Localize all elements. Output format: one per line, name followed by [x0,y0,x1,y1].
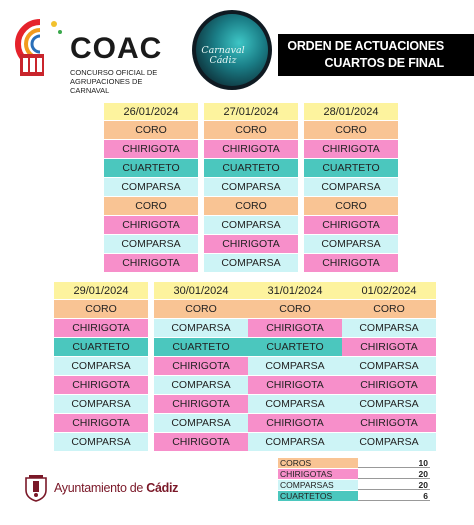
performance-slot: CORO [342,300,436,319]
performance-slot: COMPARSA [104,235,198,254]
performance-slot: CHIRIGOTA [204,140,298,159]
performance-slot: COMPARSA [204,254,298,273]
performance-slot: CHIRIGOTA [342,414,436,433]
badge-text-line1: Carnaval [201,45,245,56]
coac-wordmark: COAC [70,32,163,65]
coac-subtitle: CONCURSO OFICIAL DE AGRUPACIONES DE CARNAVAL [70,68,158,95]
performance-slot: CHIRIGOTA [104,216,198,235]
legend-row [278,469,430,480]
carnaval-cadiz-badge [192,10,272,90]
legend-count: 20 [418,480,428,490]
ayuntamiento-logo [24,474,184,504]
performance-slot: CHIRIGOTA [248,376,342,395]
legend-count: 10 [418,458,428,468]
performance-slot: COMPARSA [204,216,298,235]
ayuntamiento-prefix: Ayuntamiento de [54,481,147,495]
legend-label: CHIRIGOTAS [278,469,358,479]
performance-slot: CHIRIGOTA [342,376,436,395]
coac-emblem-icon [14,18,66,82]
performance-slot: COMPARSA [204,178,298,197]
day-column [54,282,148,452]
legend-label: COMPARSAS [278,480,358,490]
performance-slot: COMPARSA [304,235,398,254]
day-date-header: 01/02/2024 [342,282,436,300]
performance-slot: CHIRIGOTA [304,216,398,235]
day-column [104,103,198,273]
performance-slot: COMPARSA [54,433,148,452]
performance-slot: CORO [204,197,298,216]
performance-slot: COMPARSA [54,395,148,414]
coac-logo [14,18,204,98]
performance-slot: COMPARSA [342,319,436,338]
performance-slot: COMPARSA [342,357,436,376]
performance-slot: CHIRIGOTA [248,319,342,338]
badge-text-line2: Cádiz [209,55,237,66]
performance-slot: COMPARSA [54,357,148,376]
performance-slot: CORO [104,121,198,140]
day-column [304,103,398,273]
city-crest-icon [24,474,48,502]
day-date-header: 27/01/2024 [204,103,298,121]
performance-slot: COMPARSA [342,395,436,414]
performance-slot: COMPARSA [304,178,398,197]
performance-slot: COMPARSA [248,395,342,414]
performance-slot: CUARTETO [104,159,198,178]
performance-slot: COMPARSA [154,319,248,338]
performance-slot: CORO [204,121,298,140]
performance-slot: CHIRIGOTA [304,140,398,159]
performance-slot: CHIRIGOTA [154,357,248,376]
day-column [204,103,298,273]
day-date-header: 30/01/2024 [154,282,248,300]
day-date-header: 29/01/2024 [54,282,148,300]
day-column [342,282,436,452]
performance-slot: CUARTETO [304,159,398,178]
performance-slot: COMPARSA [104,178,198,197]
day-column [154,282,248,452]
day-date-header: 31/01/2024 [248,282,342,300]
performance-slot: CUARTETO [248,338,342,357]
legend-label: CUARTETOS [278,491,358,501]
day-date-header: 28/01/2024 [304,103,398,121]
badge-text [198,46,248,66]
performance-slot: CHIRIGOTA [54,376,148,395]
legend-table [278,458,430,502]
legend-row [278,491,430,502]
performance-slot: COMPARSA [342,433,436,452]
performance-slot: CHIRIGOTA [104,140,198,159]
performance-slot: CHIRIGOTA [154,433,248,452]
performance-slot: CORO [304,197,398,216]
performance-slot: CHIRIGOTA [248,414,342,433]
performance-slot: CORO [54,300,148,319]
performance-slot: CUARTETO [54,338,148,357]
day-column [248,282,342,452]
legend-rule [358,500,430,501]
performance-slot: CHIRIGOTA [204,235,298,254]
performance-slot: CORO [248,300,342,319]
performance-slot: CORO [304,121,398,140]
performance-slot: COMPARSA [154,376,248,395]
performance-slot: CHIRIGOTA [154,395,248,414]
performance-slot: CUARTETO [154,338,248,357]
performance-slot: CHIRIGOTA [54,414,148,433]
ayuntamiento-city: Cádiz [146,481,179,495]
title-line1: ORDEN DE ACTUACIONES [287,39,444,53]
legend-row [278,458,430,469]
performance-slot: COMPARSA [248,357,342,376]
legend-count: 20 [418,469,428,479]
performance-slot: CHIRIGOTA [54,319,148,338]
legend-count: 6 [423,491,428,501]
legend-label: COROS [278,458,358,468]
performance-slot: CHIRIGOTA [304,254,398,273]
performance-slot: CORO [154,300,248,319]
day-date-header: 26/01/2024 [104,103,198,121]
title-banner [278,34,474,76]
performance-slot: CHIRIGOTA [104,254,198,273]
legend-row [278,480,430,491]
title-line2: CUARTOS DE FINAL [324,56,444,70]
performance-slot: CUARTETO [204,159,298,178]
performance-slot: CHIRIGOTA [342,338,436,357]
performance-slot: CORO [104,197,198,216]
ayuntamiento-name [54,481,178,495]
performance-slot: COMPARSA [248,433,342,452]
performance-slot: COMPARSA [154,414,248,433]
